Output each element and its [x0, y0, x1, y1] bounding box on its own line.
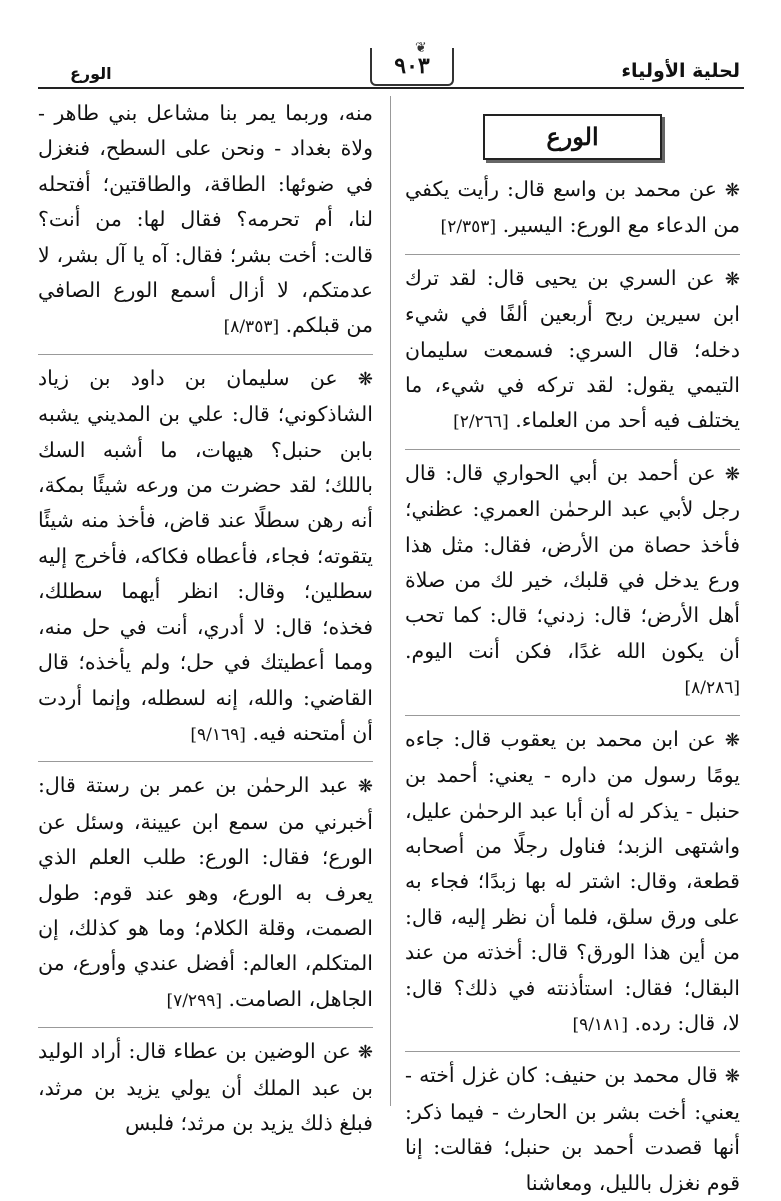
asterisk-icon: ❋ — [357, 776, 373, 798]
column-divider — [390, 96, 391, 1106]
page-header — [40, 38, 740, 88]
reference: [٢/٢٦٦] — [453, 412, 509, 433]
asterisk-icon: ❋ — [724, 463, 740, 485]
paragraph-text: منه، وربما يمر بنا مشاعل بني طاهر - ولاة بغداد - ونحن على السطح، فنغزل في ضوئها: الطاقة، والطاقتين؛ أفتحله لنا، أم تحرمه؟ فقال لها: من أنت؟ قالت: أخت بشر؛ فقال: آه يا آل بشر، لا عدمتكم، لا أزال أسمع الورع الصافي من قبلكم. — [38, 101, 373, 338]
paragraph-text: عن ابن محمد بن يعقوب قال: جاءه يومًا رسول من داره - يعني: أحمد بن حنبل - يذكر له أن أبا عبد الرحمٰن عليل، واشتهى الزبد؛ فناول رجلًا من أصحابه قطعة، وقال: اشتر له بها زبدًا؛ فجاء به على ورق سلق، فلما أن نظر إليه، قال: من أين هذا الورق؟ قال: أخذته من عند البقال؛ فقال: استأذنته في ذلك؟ قال: لا، قال: رده. — [405, 726, 740, 1035]
reference: [٨/٣٥٣] — [223, 317, 280, 338]
right-column — [405, 96, 740, 1195]
left-paragraphs — [38, 96, 373, 1141]
paragraph — [38, 761, 373, 1019]
asterisk-icon: ❋ — [357, 1042, 373, 1064]
paragraph-text: قال محمد بن حنيف: كان غزل أخته - يعني: أخت بشر بن الحارث - فيما ذكر: أنها قصدت أحمد بن حنبل؛ فقالت: إنا قوم نغزل بالليل، ومعاشنا — [405, 1063, 740, 1195]
paragraph — [38, 354, 373, 753]
asterisk-icon: ❋ — [724, 180, 740, 201]
asterisk-icon: ❋ — [724, 268, 740, 290]
paragraph — [405, 715, 740, 1044]
paragraph — [38, 96, 373, 346]
header-rule — [38, 87, 744, 89]
paragraph — [405, 1051, 740, 1201]
paragraph — [405, 254, 740, 441]
paragraph — [38, 1027, 373, 1141]
section-title-box — [483, 114, 662, 160]
reference: [٩/١٦٩] — [190, 724, 246, 745]
book-title: لحلية الأولياء — [621, 60, 740, 82]
paragraph-text: عن السري بن يحيى قال: لقد ترك ابن سيرين ربح أربعين ألفًا في شيء دخله؛ قال السري: فسمعت سليمان التيمي يقول: لقد تركه في شيء، ما يختلف فيه أحد من العلماء. — [405, 265, 740, 433]
paragraph-text: عن سليمان بن داود بن زياد الشاذكوني؛ قال: علي بن المديني يشبه بابن حنبل؟ هيهات، ما أشبه السك باللك؛ لقد حضرت من ورعه شيئًا بمكة، أنه رهن سطلًا عند قاض، فأخذ منه شيئًا يتقوته؛ فجاء، فأعطاه فكاكه، فأخرج إليه سطلين؛ وقال: انظر أيهما سطلك، فخذه؛ قال: لا أدري، أنت في حل منه، ومما أعطيتك في حل؛ ولم يأخذه؛ قال القاضي: والله، إنه لسطله، وإنما أردت أن أمتحنه فيه. — [38, 365, 373, 745]
section-title: الورع — [546, 122, 599, 152]
paragraph-text: عن الوضين بن عطاء قال: أراد الوليد بن عبد الملك أن يولي يزيد بن مرثد، فبلغ ذلك يزيد بن مرثد؛ فلبس — [38, 1039, 373, 1135]
asterisk-icon: ❋ — [724, 1066, 740, 1088]
paragraph-text: عن محمد بن واسع قال: رأيت يكفي من الدعاء مع الورع: اليسير. — [405, 177, 740, 238]
paragraph-text: عبد الرحمٰن بن عمر بن رستة قال: أخبرني من سمع ابن عيينة، وسئل عن الورع؛ فقال: الورع: طلب العلم الذي يعرف به الورع، وهو عند قوم: طول الصمت، وقلة الكلام؛ وما هو كذلك، إن المتكلم، العالم: أفضل عندي وأورع، من الجاهل، الصامت. — [38, 773, 373, 1011]
reference: [٩/١٨١] — [572, 1014, 628, 1035]
left-column — [38, 96, 373, 1135]
paragraph — [405, 449, 740, 707]
asterisk-icon: ❋ — [357, 368, 373, 390]
reference: [٨/٢٨٦] — [684, 678, 740, 699]
ornament-icon: ❦ — [415, 40, 427, 56]
asterisk-icon: ❋ — [724, 729, 740, 751]
page-number: ٩٠٣ — [370, 48, 454, 86]
reference: [٧/٢٩٩] — [166, 990, 222, 1011]
paragraph — [405, 172, 740, 246]
right-paragraphs — [405, 172, 740, 1201]
reference: [٢/٣٥٣] — [440, 217, 497, 238]
running-section-title: الورع — [70, 64, 112, 83]
paragraph-text: عن أحمد بن أبي الحواري قال: قال رجل لأبي عبد الرحمٰن العمري: عظني؛ فأخذ حصاة من الأرض، فقال: مثل هذا ورع يدخل في قلبك، خير لك من صلاة أهل الأرض؛ قال: زدني؛ قال: كما تحب أن يكون الله غدًا، فكن أنت اليوم. — [405, 460, 740, 663]
